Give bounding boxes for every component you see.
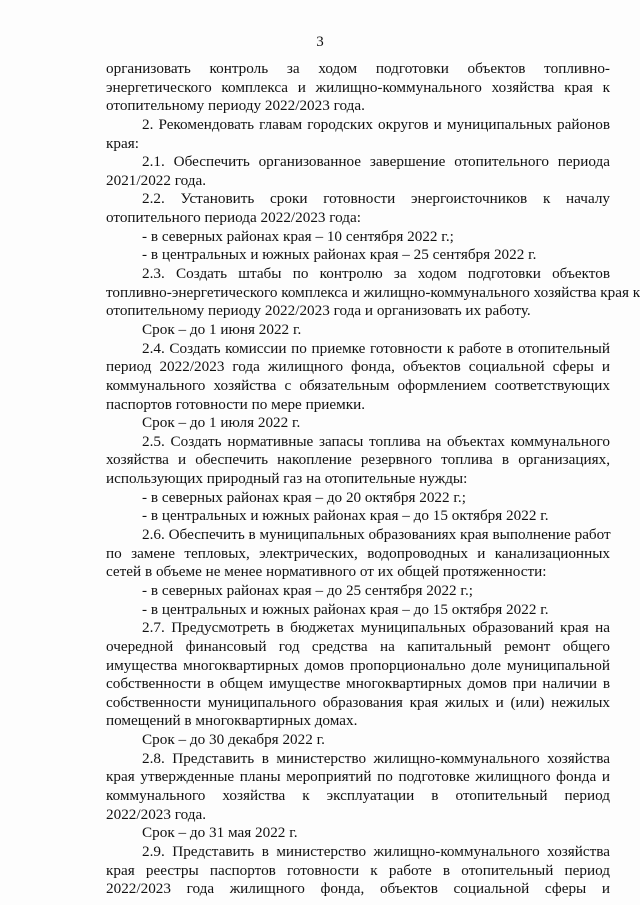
text-line: очередной финансовый год средства на капитальный ремонт общего <box>106 637 610 655</box>
text-line: 2.3. Создать штабы по контролю за ходом подготовки объектов <box>142 265 610 283</box>
text-line: края: <box>106 134 139 152</box>
text-line: 2022/2023 года жилищного фонда, объектов социальной сферы и <box>106 880 610 898</box>
text-line: 2.7. Предусмотреть в бюджетах муниципальных образований края на <box>142 619 610 637</box>
text-line: 2021/2022 года. <box>106 171 207 189</box>
text-line: 2.4. Создать комиссии по приемке готовности к работе в отопительный <box>142 339 610 357</box>
text-line: коммунального хозяйства с обязательным оформлением соответствующих <box>106 376 610 394</box>
text-line: использующих природный газ на отопительные нужды: <box>106 470 468 488</box>
text-line: - в центральных и южных районах края – 25 сентября 2022 г. <box>142 246 537 264</box>
text-line: имущества многоквартирных домов пропорционально доле муниципальной <box>106 656 610 674</box>
page-number: 3 <box>316 34 324 50</box>
document-body <box>106 60 640 899</box>
text-line: - в северных районах края – до 25 сентября 2022 г.; <box>142 581 473 599</box>
text-line: энергетического комплекса и жилищно-коммунального хозяйства края к <box>106 78 610 96</box>
text-line: 2.2. Установить сроки готовности энергоисточников к началу <box>142 190 610 208</box>
text-line: 2022/2023 года. <box>106 805 207 823</box>
text-line: 2.6. Обеспечить в муниципальных образованиях края выполнение работ <box>142 526 611 544</box>
text-line: - в центральных и южных районах края – до 15 октября 2022 г. <box>142 600 549 618</box>
text-line: коммунального хозяйства к эксплуатации в отопительный период <box>106 786 610 804</box>
text-line: топливно-энергетического комплекса и жилищно-коммунального хозяйства края к <box>106 283 640 301</box>
text-line: 2.8. Представить в министерство жилищно-коммунального хозяйства <box>142 749 610 767</box>
text-line: 2.5. Создать нормативные запасы топлива на объектах коммунального <box>142 432 610 450</box>
text-line: собственности в общем имуществе многоквартирных домов при наличии в <box>106 675 610 693</box>
text-line: края утвержденные планы мероприятий по подготовке жилищного фонда и <box>106 768 610 786</box>
text-line: отопительного периода 2022/2023 года: <box>106 209 361 227</box>
text-line: сетей в объеме не менее нормативного от их общей протяженности: <box>106 563 547 581</box>
text-line: организовать контроль за ходом подготовки объектов топливно- <box>106 60 610 77</box>
text-line: помещений в многоквартирных домах. <box>106 712 358 730</box>
text-line: края реестры паспортов готовности к работе в отопительный период <box>106 861 610 879</box>
text-line: отопительному периоду 2022/2023 года. <box>106 97 365 115</box>
text-line: период 2022/2023 года жилищного фонда, объектов социальной сферы и <box>106 358 610 376</box>
text-line: отопительному периоду 2022/2023 года и организовать их работу. <box>106 302 531 320</box>
text-line: собственности муниципального образования края жилых и (или) нежилых <box>106 693 610 711</box>
text-line: - в центральных и южных районах края – до 15 октября 2022 г. <box>142 507 549 525</box>
text-line: Срок – до 30 декабря 2022 г. <box>142 731 325 749</box>
text-line: по замене тепловых, электрических, водопроводных и канализационных <box>106 544 610 562</box>
text-line: 2. Рекомендовать главам городских округов и муниципальных районов <box>142 115 610 133</box>
text-line: 2.9. Представить в министерство жилищно-коммунального хозяйства <box>142 842 610 860</box>
text-line: - в северных районах края – до 20 октября 2022 г.; <box>142 488 466 506</box>
text-line: Срок – до 1 июля 2022 г. <box>142 414 301 432</box>
text-line: Срок – до 1 июня 2022 г. <box>142 320 302 338</box>
text-line: - в северных районах края – 10 сентября 2022 г.; <box>142 227 454 245</box>
text-line: хозяйства и обеспечить накопление резервного топлива в организациях, <box>106 451 610 469</box>
text-line: 2.1. Обеспечить организованное завершение отопительного периода <box>142 153 610 171</box>
text-line: паспортов готовности по мере приемки. <box>106 395 366 413</box>
text-line: Срок – до 31 мая 2022 г. <box>142 824 298 842</box>
